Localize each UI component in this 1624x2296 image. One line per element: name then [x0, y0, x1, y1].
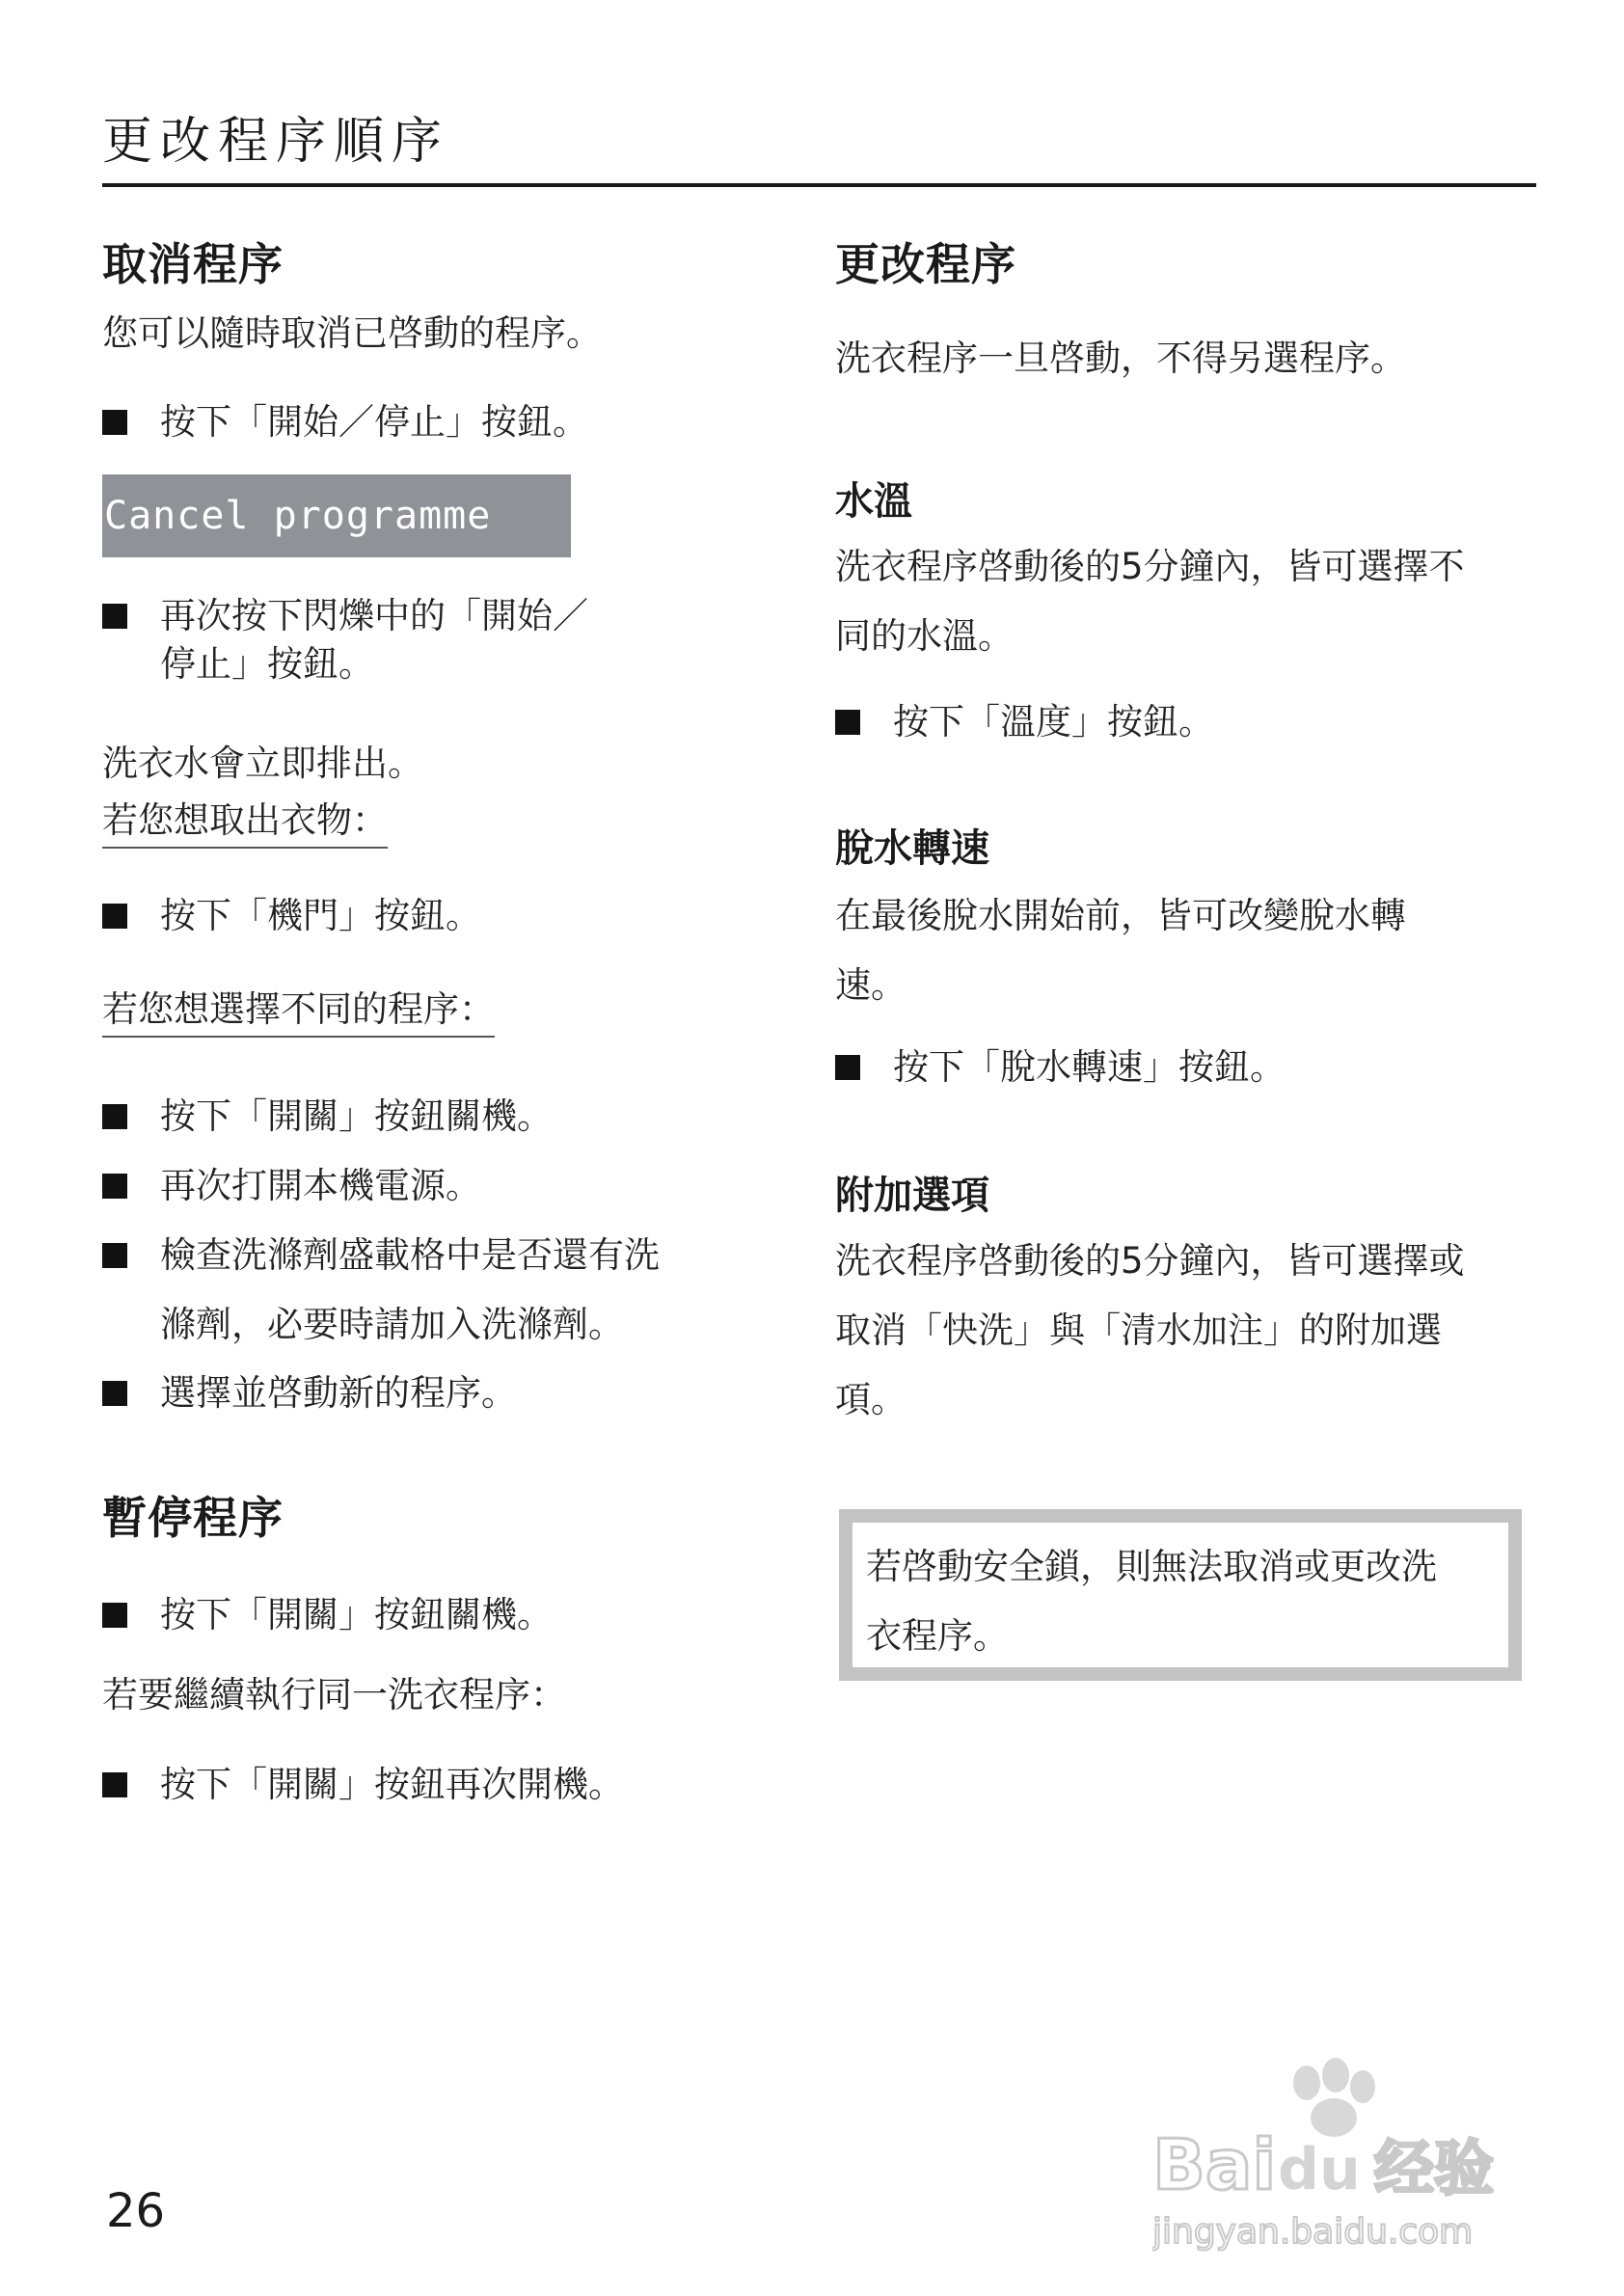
- title-divider: [102, 183, 1536, 187]
- change-text: 洗衣程序一旦啓動，不得另選程序。: [835, 338, 1406, 379]
- bullet-square-icon: [102, 410, 127, 435]
- temperature-text-line-2: 同的水溫。: [835, 615, 1014, 657]
- cancel-step-1-text: 按下「開始／停止」按鈕。: [160, 401, 588, 443]
- temperature-text: [835, 532, 1465, 671]
- other-step-4-text: 選擇並啓動新的程序。: [160, 1372, 517, 1414]
- temperature-text-line-1: 洗衣程序啓動後的5分鐘內，皆可選擇不: [835, 546, 1465, 587]
- pause-step-2-text: 按下「開關」按鈕再次開機。: [160, 1764, 624, 1805]
- options-text-line-1: 洗衣程序啓動後的5分鐘內，皆可選擇或: [835, 1240, 1465, 1282]
- cancel-step-2: [102, 592, 588, 689]
- spin-step-text: 按下「脫水轉速」按鈕。: [893, 1046, 1286, 1088]
- drain-text: 洗衣水會立即排出。: [102, 743, 423, 784]
- bullet-square-icon: [835, 710, 860, 735]
- spin-heading: 脫水轉速: [835, 826, 989, 871]
- choose-other-wrap: [102, 986, 495, 1034]
- bullet-square-icon: [102, 1104, 127, 1129]
- other-step-3-line-1: 檢查洗滌劑盛載格中是否還有洗: [160, 1234, 660, 1276]
- spin-text-line-1: 在最後脫水開始前，皆可改變脫水轉: [835, 895, 1406, 936]
- cancel-intro: 您可以隨時取消已啓動的程序。: [102, 312, 602, 354]
- pause-step-1: [102, 1591, 553, 1639]
- temperature-step-text: 按下「溫度」按鈕。: [893, 701, 1214, 743]
- other-step-3: [102, 1221, 660, 1360]
- bullet-square-icon: [102, 904, 127, 929]
- baidu-jingyan-watermark: [1152, 2054, 1538, 2256]
- bullet-square-icon: [102, 1381, 127, 1406]
- other-step-1-text: 按下「開關」按鈕關機。: [160, 1095, 553, 1137]
- other-step-4: [102, 1369, 517, 1418]
- options-heading: 附加選項: [835, 1174, 989, 1218]
- safety-lock-note: [839, 1509, 1522, 1681]
- other-step-1: [102, 1093, 553, 1141]
- lcd-display-text: Cancel programme: [104, 494, 492, 538]
- lcd-display: [102, 474, 571, 557]
- temperature-heading: 水溫: [835, 479, 912, 524]
- continue-label: 若要繼續執行同一洗衣程序：: [102, 1674, 566, 1715]
- page-number: 26: [106, 2184, 166, 2238]
- note-line-1: 若啓動安全鎖，則無法取消或更改洗: [866, 1546, 1437, 1587]
- bullet-square-icon: [102, 1603, 127, 1628]
- other-step-2-text: 再次打開本機電源。: [160, 1165, 481, 1206]
- cancel-heading: 取消程序: [102, 238, 284, 290]
- door-step: [102, 892, 481, 940]
- other-step-2: [102, 1162, 481, 1210]
- temperature-step: [835, 698, 1214, 746]
- spin-step: [835, 1043, 1286, 1092]
- paw-icon: [1293, 2058, 1375, 2137]
- options-text: [835, 1227, 1465, 1435]
- options-text-line-2: 取消「快洗」與「清水加注」的附加選: [835, 1310, 1442, 1351]
- remove-laundry-wrap: [102, 797, 388, 845]
- bullet-square-icon: [102, 1772, 127, 1797]
- watermark-suffix: 经验: [1374, 2133, 1495, 2203]
- other-step-3-line-2: 滌劑，必要時請加入洗滌劑。: [160, 1304, 624, 1345]
- bullet-square-icon: [835, 1055, 860, 1080]
- cancel-step-2-text: [160, 592, 588, 689]
- change-heading: 更改程序: [835, 238, 1016, 290]
- pause-heading: 暫停程序: [102, 1492, 284, 1544]
- cancel-step-1: [102, 398, 588, 446]
- pause-step-2: [102, 1761, 624, 1809]
- spin-text-line-2: 速。: [835, 964, 907, 1006]
- options-text-line-3: 項。: [835, 1379, 907, 1420]
- watermark-url: jingyan.baidu.com: [1152, 2212, 1474, 2252]
- safety-lock-note-text: [866, 1532, 1502, 1671]
- pause-step-1-text: 按下「開關」按鈕關機。: [160, 1594, 553, 1635]
- door-step-text: 按下「機門」按鈕。: [160, 895, 481, 936]
- other-step-3-text: [160, 1221, 660, 1360]
- watermark-brand-2: du: [1278, 2136, 1361, 2203]
- bullet-square-icon: [102, 604, 127, 629]
- remove-laundry-label: 若您想取出衣物：: [102, 799, 388, 849]
- page-title: 更改程序順序: [102, 113, 450, 171]
- bullet-square-icon: [102, 1174, 127, 1199]
- choose-other-label: 若您想選擇不同的程序：: [102, 988, 495, 1038]
- cancel-step-2-line-1: 再次按下閃爍中的「開始／: [160, 595, 588, 636]
- spin-text: [835, 881, 1406, 1020]
- note-line-2: 衣程序。: [866, 1615, 1009, 1657]
- cancel-step-2-line-2: 停止」按鈕。: [160, 643, 374, 685]
- bullet-square-icon: [102, 1243, 127, 1268]
- watermark-brand: Bai: [1152, 2124, 1277, 2205]
